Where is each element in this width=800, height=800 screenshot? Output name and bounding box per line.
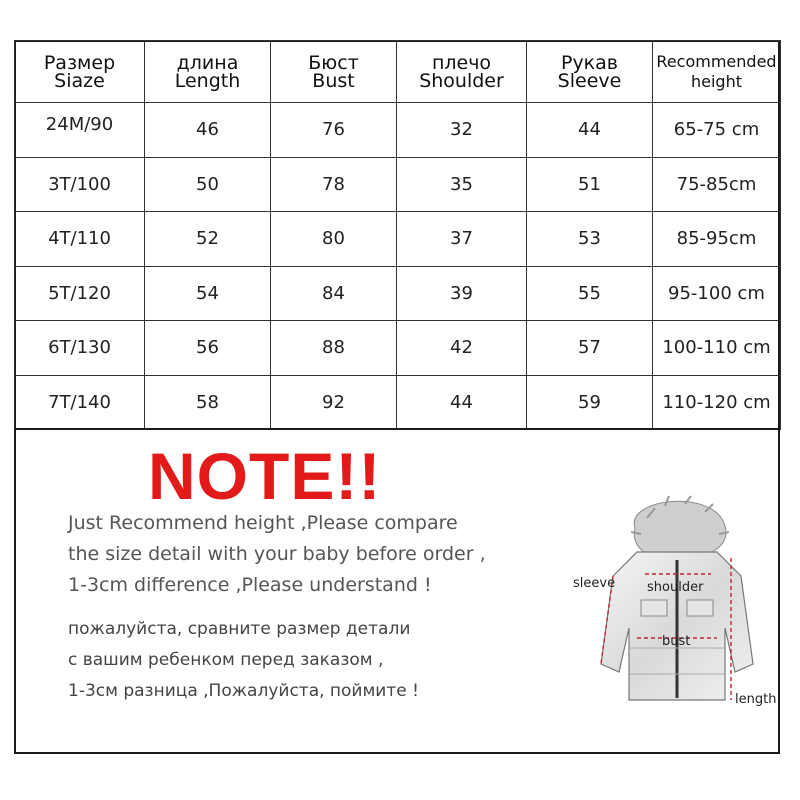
- cell-bust: 84: [271, 266, 397, 321]
- header-recommended-height: Recommended height: [653, 41, 781, 103]
- label-bust: bust: [662, 634, 691, 649]
- header-shoulder: плечо Shoulder: [397, 41, 527, 103]
- note-title: NOTE!!: [148, 439, 382, 513]
- cell-length: 52: [145, 212, 271, 267]
- cell-length: 58: [145, 375, 271, 430]
- cell-length: 54: [145, 266, 271, 321]
- table-row: [15, 157, 781, 212]
- cell-bust: 92: [271, 375, 397, 430]
- note-line: с вашим ребенком перед заказом ,: [68, 650, 384, 670]
- cell-bust: 78: [271, 157, 397, 212]
- cell-shoulder: 44: [397, 375, 527, 430]
- cell-height: 110-120 cm: [653, 375, 781, 430]
- cell-bust: 76: [271, 103, 397, 158]
- cell-bust: 80: [271, 212, 397, 267]
- header-bust: Бюст Bust: [271, 41, 397, 103]
- size-table: [14, 40, 781, 430]
- label-sleeve: sleeve: [573, 576, 616, 591]
- cell-size: 5T/120: [15, 266, 145, 321]
- cell-bust: 88: [271, 321, 397, 376]
- cell-size: 24M/90: [15, 103, 145, 158]
- label-shoulder: shoulder: [647, 580, 704, 595]
- cell-height: 75-85cm: [653, 157, 781, 212]
- cell-shoulder: 42: [397, 321, 527, 376]
- header-sleeve: Рукав Sleeve: [527, 41, 653, 103]
- cell-sleeve: 55: [527, 266, 653, 321]
- note-line: пожалуйста, сравните размер детали: [68, 619, 411, 639]
- label-length: length: [735, 692, 777, 707]
- cell-height: 85-95cm: [653, 212, 781, 267]
- cell-shoulder: 39: [397, 266, 527, 321]
- cell-sleeve: 51: [527, 157, 653, 212]
- cell-height: 65-75 cm: [653, 103, 781, 158]
- cell-length: 56: [145, 321, 271, 376]
- cell-size: 7T/140: [15, 375, 145, 430]
- table-row: [15, 266, 781, 321]
- cell-sleeve: 59: [527, 375, 653, 430]
- cell-height: 100-110 cm: [653, 321, 781, 376]
- cell-sleeve: 44: [527, 103, 653, 158]
- cell-shoulder: 37: [397, 212, 527, 267]
- header-size: Размер Siaze: [15, 41, 145, 103]
- cell-sleeve: 53: [527, 212, 653, 267]
- cell-shoulder: 32: [397, 103, 527, 158]
- note-line: the size detail with your baby before order ,: [68, 543, 486, 565]
- table-header-row: [15, 41, 781, 103]
- note-line: 1-3cm difference ,Please understand !: [68, 574, 432, 596]
- cell-size: 3T/100: [15, 157, 145, 212]
- cell-height: 95-100 cm: [653, 266, 781, 321]
- jacket-diagram: [565, 488, 780, 728]
- table-row: [15, 321, 781, 376]
- cell-sleeve: 57: [527, 321, 653, 376]
- cell-length: 50: [145, 157, 271, 212]
- cell-length: 46: [145, 103, 271, 158]
- cell-shoulder: 35: [397, 157, 527, 212]
- cell-size: 6T/130: [15, 321, 145, 376]
- note-line: Just Recommend height ,Please compare: [68, 512, 458, 534]
- table-row: [15, 212, 781, 267]
- table-bottom-rule: [14, 428, 780, 430]
- table-row: [15, 375, 781, 430]
- note-english: [68, 508, 568, 601]
- note-russian: [68, 614, 538, 707]
- header-length: длина Length: [145, 41, 271, 103]
- table-row: [15, 103, 781, 158]
- note-line: 1-3см разница ,Пожалуйста, поймите !: [68, 681, 419, 701]
- cell-size: 4T/110: [15, 212, 145, 267]
